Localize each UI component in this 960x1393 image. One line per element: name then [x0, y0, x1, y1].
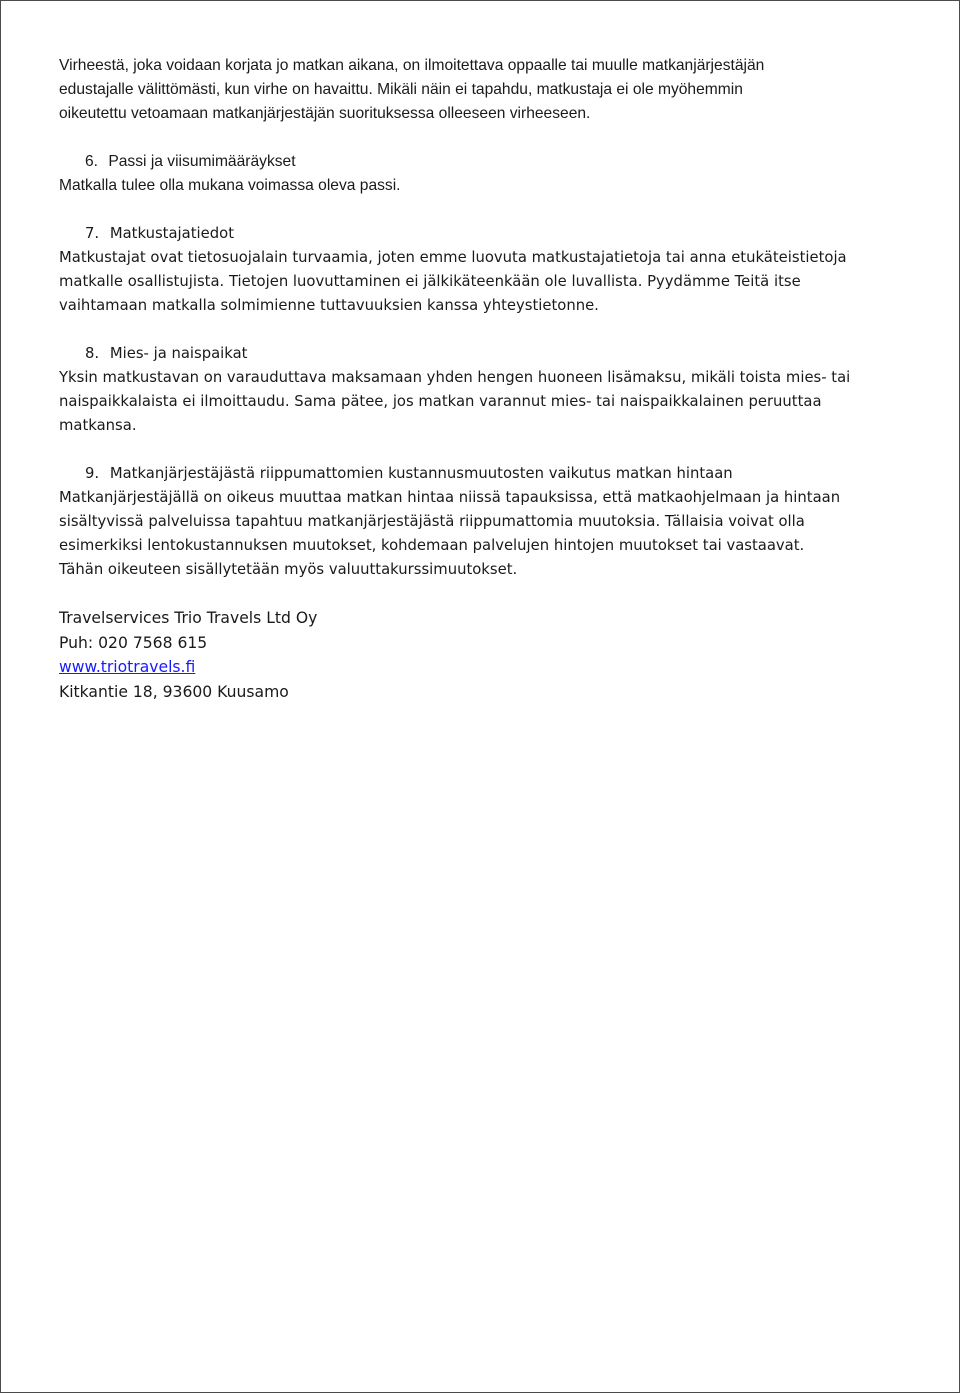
contact-block: [59, 606, 899, 704]
section-line: sisältyvissä palveluissa tapahtuu matkanjärjestäjästä riippumattomia muutoksia. Tällaisia voivat olla: [59, 513, 805, 530]
section-6: [59, 150, 899, 198]
section-line: Yksin matkustavan on varauduttava maksamaan yhden hengen huoneen lisämaksu, mikäli toista mies- tai: [59, 369, 851, 386]
section-9: [59, 462, 899, 582]
section-line: matkalle osallistujista. Tietojen luovuttaminen ei jälkikäteenkään ole luvallista. Pyydämme Teitä itse: [59, 273, 801, 290]
company-name: Travelservices Trio Travels Ltd Oy: [59, 609, 318, 627]
section-line: Tähän oikeuteen sisällytetään myös valuuttakurssimuutokset.: [59, 561, 518, 578]
section-title: Matkustajatiedot: [109, 225, 234, 242]
website-link[interactable]: www.triotravels.fi: [59, 658, 196, 676]
section-heading: [59, 462, 899, 486]
intro-paragraph: [59, 54, 899, 126]
section-title: Mies- ja naispaikat: [109, 345, 248, 362]
section-title: Matkanjärjestäjästä riippumattomien kustannusmuutosten vaikutus matkan hintaan: [109, 465, 733, 482]
section-line: matkansa.: [59, 417, 137, 434]
intro-line: Virheestä, joka voidaan korjata jo matkan aikana, on ilmoitettava oppaalle tai muulle matkanjärjestäjän: [59, 57, 765, 74]
section-title: Passi ja viisumimääräykset: [108, 153, 296, 170]
section-number: 6.: [85, 153, 99, 170]
section-7: [59, 222, 899, 318]
section-heading: [59, 222, 899, 246]
section-number: 7.: [85, 225, 100, 242]
section-line: Matkalla tulee olla mukana voimassa oleva passi.: [59, 177, 401, 194]
website-line: [59, 655, 899, 680]
section-number: 9.: [85, 465, 100, 482]
phone-number: Puh: 020 7568 615: [59, 633, 208, 652]
section-line: naispaikkalaista ei ilmoittaudu. Sama pätee, jos matkan varannut mies- tai naispaikkalainen peruuttaa: [59, 393, 822, 410]
intro-line: edustajalle välittömästi, kun virhe on havaittu. Mikäli näin ei tapahdu, matkustaja ei ole myöhemmin: [59, 81, 743, 98]
street-address: Kitkantie 18, 93600 Kuusamo: [59, 682, 289, 701]
section-8: [59, 342, 899, 438]
section-line: Matkustajat ovat tietosuojalain turvaamia, joten emme luovuta matkustajatietoja tai anna etukäteistietoja: [59, 249, 847, 266]
document-body: [59, 54, 899, 704]
section-line: esimerkiksi lentokustannuksen muutokset, kohdemaan palvelujen hintojen muutokset tai vastaavat.: [59, 537, 805, 554]
section-heading: [59, 150, 899, 174]
section-line: vaihtamaan matkalla solmimienne tuttavuuksien kanssa yhteystietonne.: [59, 297, 599, 314]
section-number: 8.: [85, 345, 100, 362]
intro-line: oikeutettu vetoamaan matkanjärjestäjän suorituksessa olleeseen virheeseen.: [59, 105, 591, 122]
section-line: Matkanjärjestäjällä on oikeus muuttaa matkan hintaa niissä tapauksissa, että matkaohjelmaan ja hintaan: [59, 489, 841, 506]
section-heading: [59, 342, 899, 366]
